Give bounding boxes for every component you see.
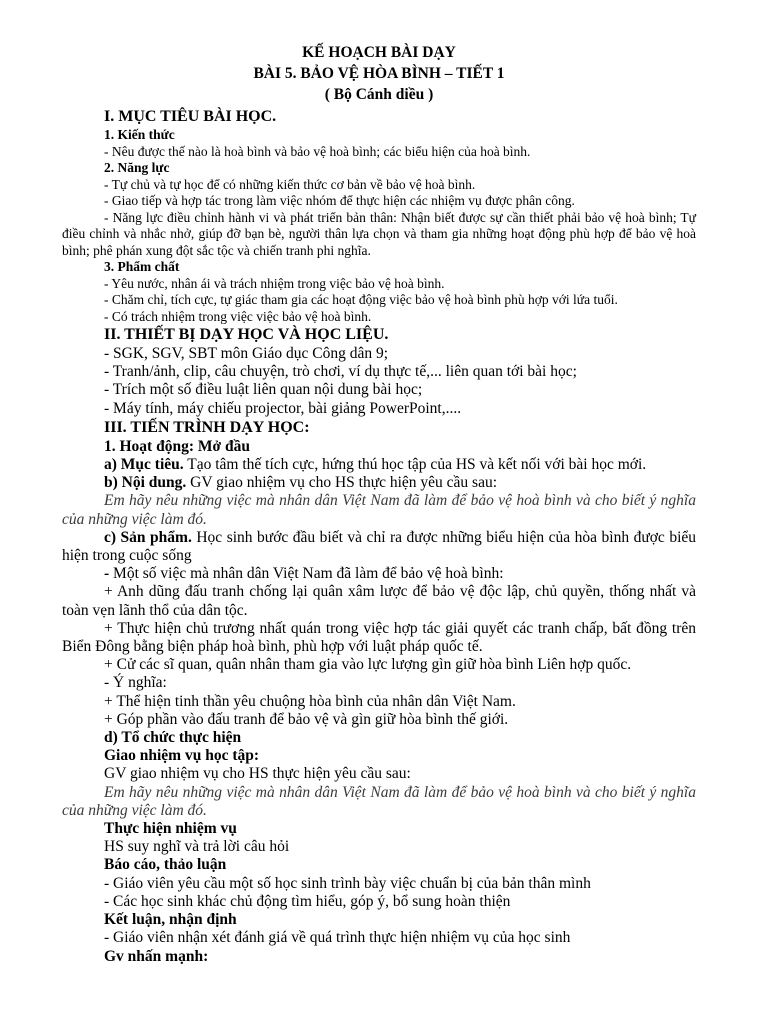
product-paragraph <box>62 529 696 565</box>
quality-heading: 3. Phẩm chất <box>104 259 180 274</box>
product-text: Học sinh bước đầu biết và chỉ ra được những biểu hiện của hòa bình được biểu hiện trong cuộc sống <box>62 528 697 565</box>
competence-line: - Năng lực điều chỉnh hành vi và phát triển bản thân: Nhận biết được sự cần thiết phải bảo vệ hoà bình; Tự điều chỉnh và nhắc nhở, giúp đỡ bạn bè, người thân lựa chọn và tham gia những hoạt động phù hợp để bảo vệ hoà bình; phê phán xung đột sắc tộc và chiến tranh phi nghĩa. <box>62 209 696 258</box>
knowledge-line: - Nêu được thế nào là hoà bình và bảo vệ hoà bình; các biểu hiện của hoà bình. <box>104 143 531 159</box>
organize-heading: d) Tổ chức thực hiện <box>104 729 242 747</box>
objective-paragraph <box>62 456 696 474</box>
work-item: + Cử các sĩ quan, quân nhân tham gia vào lực lượng gìn giữ hòa bình Liên hợp quốc. <box>104 656 632 674</box>
section-process-heading: III. TIẾN TRÌNH DẠY HỌC: <box>104 418 310 436</box>
do-heading: Thực hiện nhiệm vụ <box>104 820 237 838</box>
book-series: ( Bộ Cánh diều ) <box>324 86 434 103</box>
product-label: c) Sản phẩm. <box>104 528 192 546</box>
activity-heading: 1. Hoạt động: Mở đầu <box>104 437 250 455</box>
objective-text: Tạo tâm thế tích cực, hứng thú học tập của HS và kết nối với bài học mới. <box>183 456 647 474</box>
work-item: + Thực hiện chủ trương nhất quán trong việc hợp tác giải quyết các tranh chấp, bất đồng trên Biển Đông bằng biện pháp hoà bình, phù hợp với luật pháp quốc tế. <box>62 619 696 656</box>
work-intro-text: Một số việc mà nhân dân Việt Nam đã làm để bảo vệ hoà bình: <box>109 565 504 583</box>
conclude-text: - Giáo viên nhận xét đánh giá về quá trình thực hiện nhiệm vụ của học sinh <box>104 929 571 947</box>
quality-line: - Yêu nước, nhân ái và trách nhiệm trong việc bảo vệ hoà bình. <box>104 275 445 291</box>
assign-text: GV giao nhiệm vụ cho HS thực hiện yêu cầu sau: <box>104 765 411 783</box>
equipment-line: - Tranh/ảnh, clip, câu chuyện, trò chơi, ví dụ thực tế,... liên quan tới bài học; <box>104 363 577 381</box>
meaning-label: - Ý nghĩa: <box>104 674 167 692</box>
equipment-line: - Trích một số điều luật liên quan nội dung bài học; <box>104 381 423 399</box>
equipment-line: - Máy tính, máy chiếu projector, bài giảng PowerPoint,.... <box>104 399 462 417</box>
content-label: b) Nội dung. <box>104 474 187 492</box>
report-line: - Giáo viên yêu cầu một số học sinh trình bày việc chuẩn bị của bản thân mình <box>104 874 591 892</box>
competence-line: - Tự chủ và tự học để có những kiến thức cơ bản về bảo vệ hoà bình. <box>104 176 476 192</box>
equipment-line: - SGK, SGV, SBT môn Giáo dục Công dân 9; <box>104 345 389 362</box>
section-objectives-heading: I. MỤC TIÊU BÀI HỌC. <box>104 108 277 125</box>
objective-label: a) Mục tiêu. <box>104 456 184 474</box>
knowledge-heading: 1. Kiến thức <box>104 127 175 142</box>
quality-line: - Chăm chỉ, tích cực, tự giác tham gia các hoạt động việc bảo vệ hoà bình phù hợp với lứa tuổi. <box>104 292 618 307</box>
lesson-title: BÀI 5. BẢO VỆ HÒA BÌNH – TIẾT 1 <box>253 65 505 82</box>
emphasis-heading: Gv nhấn mạnh: <box>104 947 209 965</box>
question-text: Em hãy nêu những việc mà nhân dân Việt Nam đã làm để bảo vệ hoà bình và cho biết ý nghĩa của những việc làm đó. <box>62 492 696 528</box>
meaning-item: + Thể hiện tinh thần yêu chuộng hòa bình của nhân dân Việt Nam. <box>104 692 516 710</box>
competence-line: - Giao tiếp và hợp tác trong làm việc nhóm để thực hiện các nhiệm vụ được phân công. <box>104 193 575 208</box>
work-intro <box>62 565 696 583</box>
assign-heading: Giao nhiệm vụ học tập: <box>104 747 260 765</box>
report-heading: Báo cáo, thảo luận <box>104 856 227 874</box>
content-text: GV giao nhiệm vụ cho HS thực hiện yêu cầu sau: <box>186 474 498 492</box>
do-text: HS suy nghĩ và trả lời câu hỏi <box>104 838 290 856</box>
work-item: + Anh dũng đấu tranh chống lại quân xâm lược để bảo vệ độc lập, chủ quyền, thống nhất và toàn vẹn lãnh thổ của dân tộc. <box>62 583 696 619</box>
section-equipment-heading: II. THIẾT BỊ DẠY HỌC VÀ HỌC LIỆU. <box>104 326 389 343</box>
competence-heading: 2. Năng lực <box>104 160 170 175</box>
report-line: - Các học sinh khác chủ động tìm hiểu, góp ý, bổ sung hoàn thiện <box>104 892 511 910</box>
content-paragraph <box>62 474 696 492</box>
conclude-heading: Kết luận, nhận định <box>104 911 237 929</box>
work-intro-dash: - <box>104 565 110 583</box>
doc-title: KẾ HOẠCH BÀI DẠY <box>302 44 456 61</box>
question-text-2: Em hãy nêu những việc mà nhân dân Việt Nam đã làm để bảo vệ hoà bình và cho biết ý nghĩa của những việc làm đó. <box>62 783 696 819</box>
meaning-item: + Góp phần vào đấu tranh để bảo vệ và gìn giữ hòa bình thế giới. <box>104 710 509 728</box>
quality-line: - Có trách nhiệm trong việc việc bảo vệ hoà bình. <box>104 308 372 324</box>
